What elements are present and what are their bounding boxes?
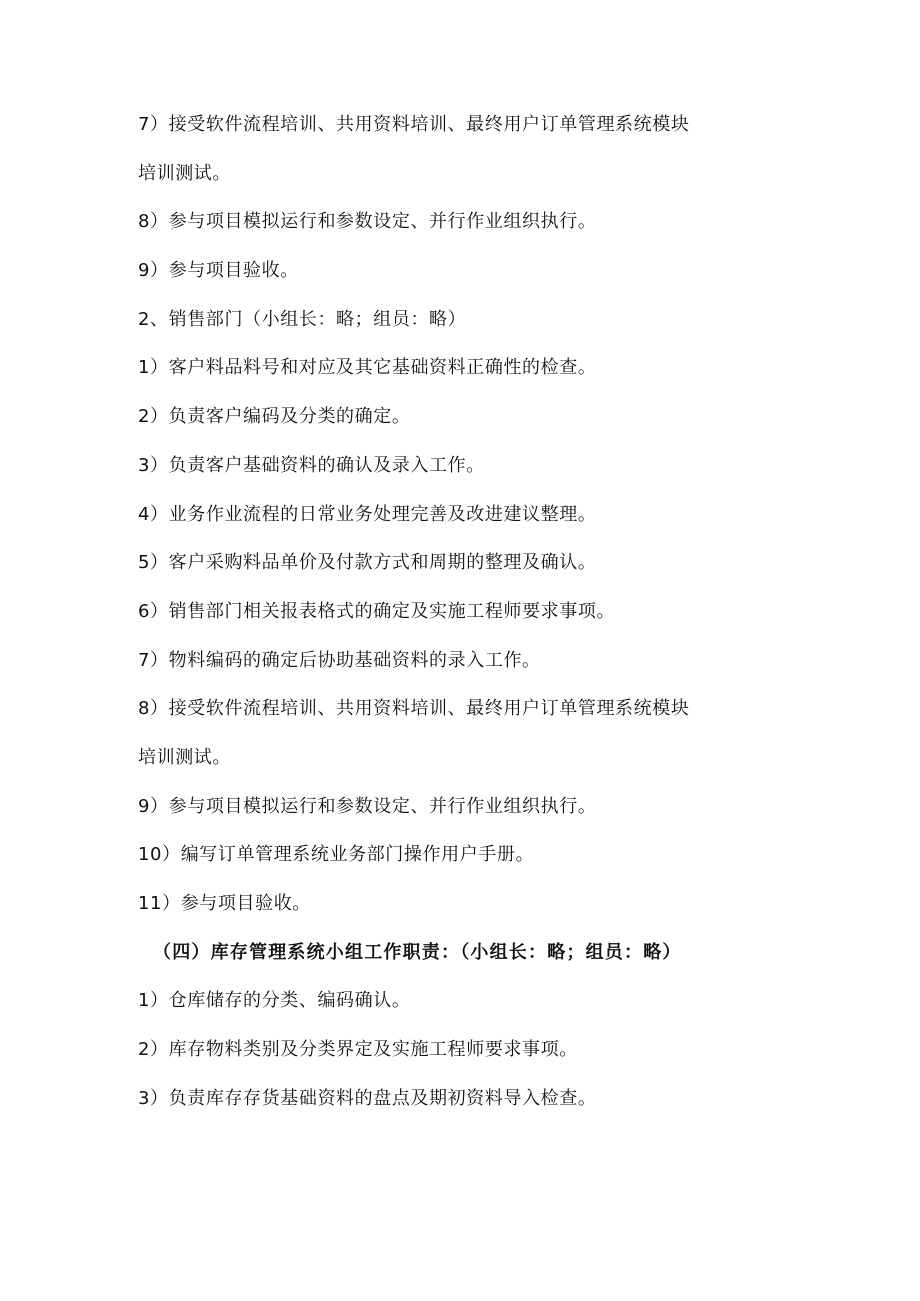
sales-item-3: 3）负责客户基础资料的确认及录入工作。 <box>138 454 485 476</box>
sales-item-1: 1）客户料品料号和对应及其它基础资料正确性的检查。 <box>138 357 597 379</box>
inventory-item-1: 1）仓库储存的分类、编码确认。 <box>138 990 411 1012</box>
sales-item-8-line2: 培训测试。 <box>138 746 231 768</box>
sales-item-11: 11）参与项目验收。 <box>138 893 311 914</box>
sales-item-9: 9）参与项目模拟运行和参数设定、并行作业组织执行。 <box>138 795 597 817</box>
section-heading-inventory: （四）库存管理系统小组工作职责：（小组长：略；组员：略） <box>153 941 682 963</box>
section-sales-department: 2、销售部门（小组长：略；组员：略） <box>138 308 467 330</box>
sales-item-7: 7）物料编码的确定后协助基础资料的录入工作。 <box>138 649 541 671</box>
item-7-training-line1: 7）接受软件流程培训、共用资料培训、最终用户订单管理系统模块 <box>138 114 690 135</box>
sales-item-5: 5）客户采购料品单价及付款方式和周期的整理及确认。 <box>138 552 597 574</box>
sales-item-10: 10）编写订单管理系统业务部门操作用户手册。 <box>138 844 535 866</box>
sales-item-2: 2）负责客户编码及分类的确定。 <box>138 406 411 428</box>
item-9-acceptance: 9）参与项目验收。 <box>138 260 299 282</box>
document-body <box>138 113 798 1135</box>
item-8-simulation: 8）参与项目模拟运行和参数设定、并行作业组织执行。 <box>138 211 597 233</box>
inventory-item-3: 3）负责库存存货基础资料的盘点及期初资料导入检查。 <box>138 1087 597 1109</box>
sales-item-6: 6）销售部门相关报表格式的确定及实施工程师要求事项。 <box>138 600 616 622</box>
sales-item-8-line1: 8）接受软件流程培训、共用资料培训、最终用户订单管理系统模块 <box>138 698 690 720</box>
sales-item-4: 4）业务作业流程的日常业务处理完善及改进建议整理。 <box>138 503 597 525</box>
inventory-item-2: 2）库存物料类别及分类界定及实施工程师要求事项。 <box>138 1039 578 1061</box>
item-7-training-line2: 培训测试。 <box>138 162 231 184</box>
